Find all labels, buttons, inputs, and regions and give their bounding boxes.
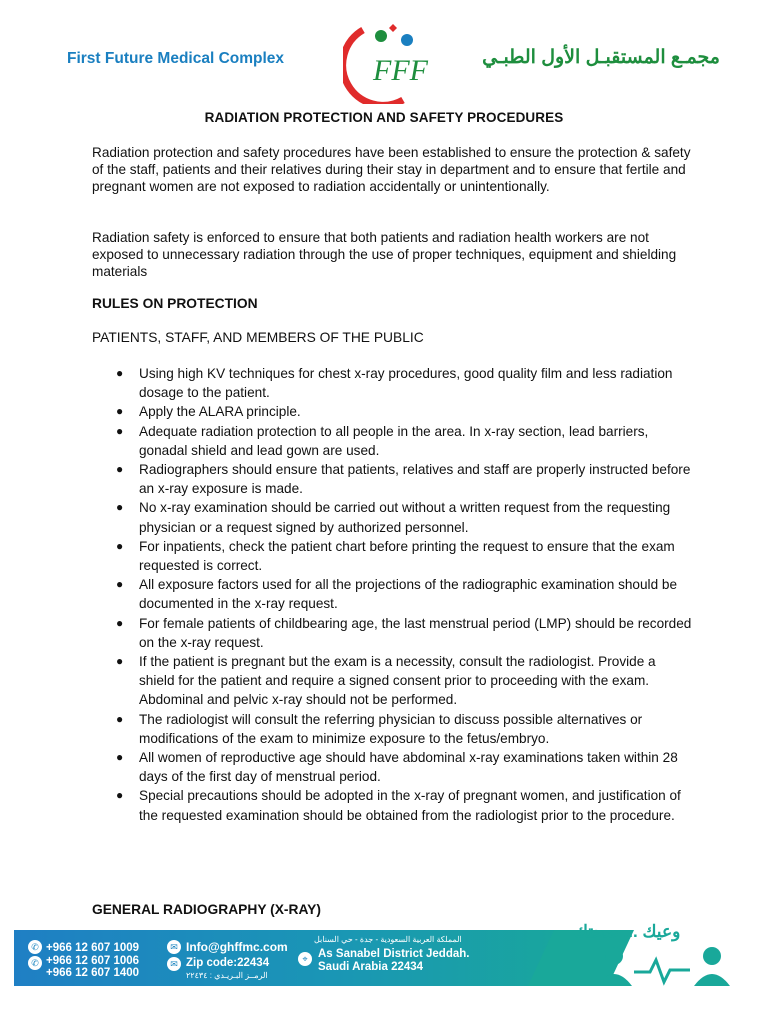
org-name-en: First Future Medical Complex — [67, 50, 285, 67]
letterhead — [0, 0, 768, 100]
general-radiography-heading: GENERAL RADIOGRAPHY (X-RAY) — [92, 902, 321, 917]
bullet-icon: ● — [116, 750, 124, 765]
list-item: ● If the patient is pregnant but the exam is a necessity, consult the radiologist. Provide a shield for the patient and require a signed consent prior to proceeding with the exam. Abdominal and pelvic x-ray should not be performed. — [116, 654, 656, 708]
rules-subheading: PATIENTS, STAFF, AND MEMBERS OF THE PUBLIC — [92, 330, 424, 345]
address: As Sanabel District Jeddah. Saudi Arabia 22434 — [318, 948, 470, 973]
bullet-icon: ● — [116, 366, 124, 380]
bullet-icon: ● — [116, 538, 124, 553]
letterhead-footer — [14, 922, 754, 986]
location-pin-icon: ⌖ — [298, 952, 312, 966]
people-heartbeat-icon — [574, 942, 754, 986]
rules-heading: RULES ON PROTECTION — [92, 296, 258, 311]
bullet-icon: ● — [116, 423, 124, 438]
bullet-icon: ● — [116, 654, 124, 669]
list-item: ● No x-ray examination should be carried out without a written request from the requesting physician or a request signed by authorized personnel. — [116, 500, 671, 535]
safety-paragraph: Radiation safety is enforced to ensure that both patients and radiation health workers are not exposed to unnecessary radiation through the use of proper techniques, equipment and shielding materials — [92, 230, 677, 279]
address-ar: المملكة العربية السعودية - جدة - حي السنابل — [314, 935, 462, 944]
list-item: ● The radiologist will consult the referring physician to discuss possible alternatives or modifications of the exam to minimize exposure to the fetus/embryo. — [116, 711, 643, 746]
bullet-icon: ● — [116, 577, 124, 592]
org-name-ar: مجمـع المستقبـل الأول الطبـي — [482, 47, 720, 68]
bullet-icon: ● — [116, 462, 124, 477]
list-item: ● For inpatients, check the patient chart before printing the request to ensure that the exam requested is correct. — [116, 538, 675, 574]
bullet-icon: ● — [116, 788, 124, 803]
email-address: Info@ghffmc.com — [186, 940, 288, 954]
bullet-icon: ● — [116, 500, 124, 515]
intro-paragraph: Radiation protection and safety procedures have been established to ensure the protection & safety of the staff, patients and their relatives during their stay in department and to ensure that fertile and pregnant women are not exposed to radiation accidentally or unintentionally. — [92, 145, 691, 194]
list-item: ● All exposure factors used for all the projections of the radiographic examination should be documented in the x-ray request. — [116, 577, 678, 612]
list-item: ● Radiographers should ensure that patients, relatives and staff are properly instructed before an x-ray exposure is made. — [116, 462, 691, 497]
list-item: ● For female patients of childbearing age, the last menstrual period (LMP) should be recorded on the x-ray request. — [116, 615, 692, 650]
list-item: ● Special precautions should be adopted in the x-ray of pregnant women, and justification of the requested examination should be obtained from the radiologist prior to the procedure. — [116, 788, 681, 823]
document-title: RADIATION PROTECTION AND SAFETY PROCEDURES — [204, 110, 564, 125]
bullet-icon: ● — [116, 404, 124, 419]
list-item: ● Using high KV techniques for chest x-ray procedures, good quality film and less radiation dosage to the patient. — [116, 366, 673, 401]
bullet-icon: ● — [116, 711, 124, 726]
clinic-logo — [343, 18, 435, 104]
list-item: ● Apply the ALARA principle. — [92, 402, 692, 421]
list-item: ● Adequate radiation protection to all people in the area. In x-ray section, lead barriers, gonadal shield and lead gown are used. — [116, 423, 649, 458]
zip-code-ar: الرمــز البـريـدي : ٢٢٤٣٤ — [186, 971, 268, 980]
rules-list — [92, 364, 692, 825]
zip-code: Zip code:22434 — [186, 957, 270, 969]
phone-icon: ✆ — [28, 940, 42, 954]
phone-numbers: +966 12 607 1009 +966 12 607 1006 +966 12 607 1400 — [46, 942, 140, 979]
slogan-ar: وعيك ... صحتك — [574, 922, 681, 941]
mailbox-icon: ✉ — [167, 957, 181, 971]
phone-icon: ✆ — [28, 956, 42, 970]
bullet-icon: ● — [116, 615, 124, 630]
list-item: ● All women of reproductive age should have abdominal x-ray examinations taken within 28 days of the first day of menstrual period. — [116, 750, 678, 785]
logo-monogram: FFF — [373, 54, 428, 87]
email-icon: ✉ — [167, 940, 181, 954]
